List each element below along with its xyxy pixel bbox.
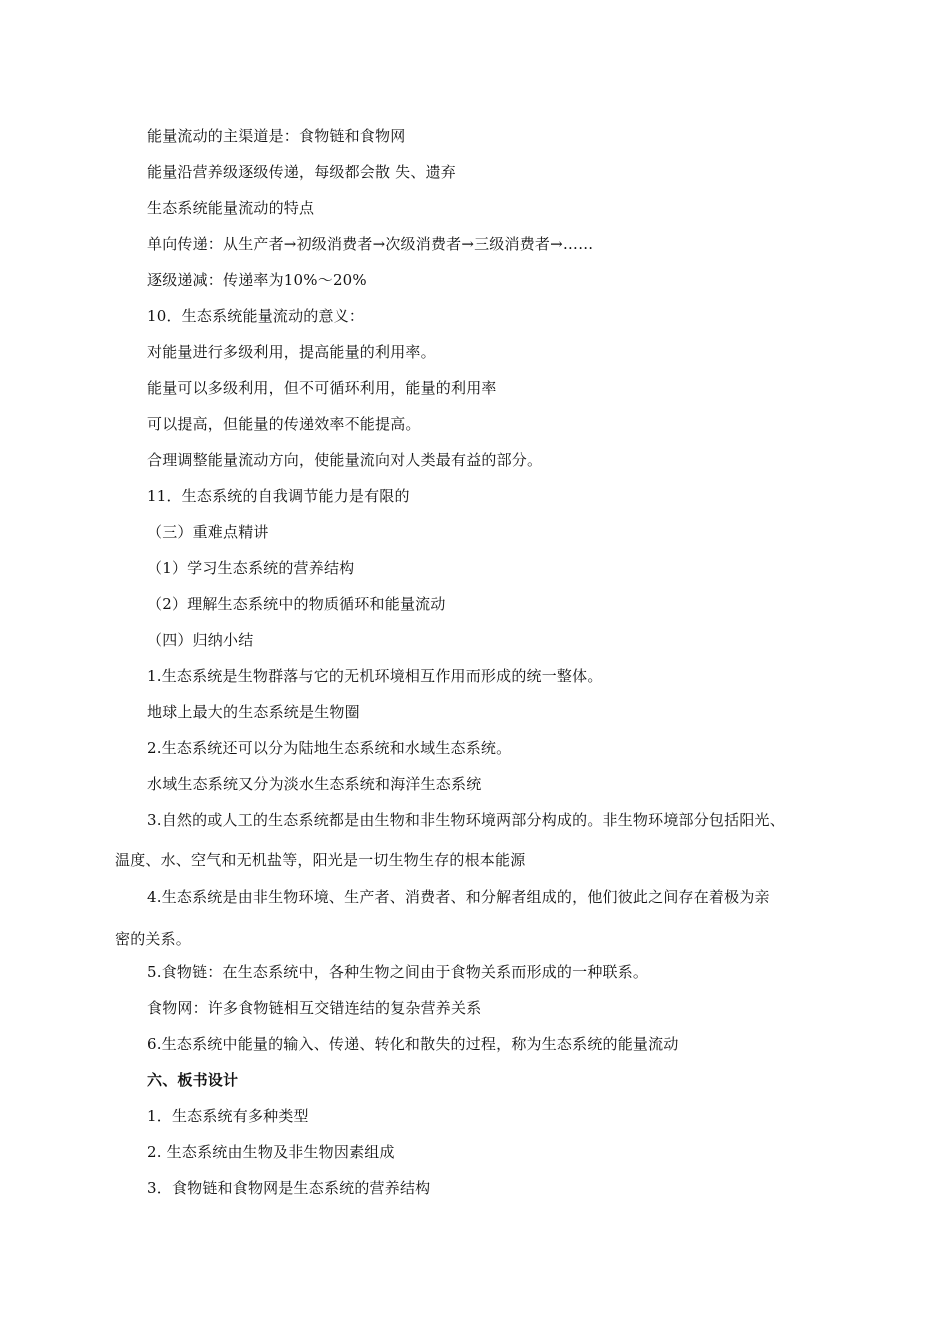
text-line: 合理调整能量流动方向，使能量流向对人类最有益的部分。 (147, 451, 543, 469)
text-line: 逐级递减：传递率为10%～20% (147, 271, 367, 289)
text-line: 能量可以多级利用，但不可循环利用，能量的利用率 (147, 379, 497, 397)
text-line: 1．生态系统有多种类型 (147, 1107, 309, 1125)
text-line: 温度、水、空气和无机盐等，阳光是一切生物生存的根本能源 (115, 851, 526, 869)
section-heading: （四）归纳小结 (147, 631, 254, 649)
text-line: 单向传递：从生产者→初级消费者→次级消费者→三级消费者→…… (147, 235, 594, 253)
text-line: 1.生态系统是生物群落与它的无机环境相互作用而形成的统一整体。 (147, 667, 603, 685)
text-line: （1）学习生态系统的营养结构 (147, 559, 355, 577)
section-heading: （三）重难点精讲 (147, 523, 269, 541)
text-line: 密的关系。 (115, 930, 192, 948)
section-heading: 六、板书设计 (147, 1071, 239, 1089)
text-line: 2.生态系统还可以分为陆地生态系统和水域生态系统。 (147, 739, 512, 757)
text-line: 11．生态系统的自我调节能力是有限的 (147, 487, 410, 505)
text-line: 能量流动的主渠道是：食物链和食物网 (147, 127, 406, 145)
text-line: 可以提高，但能量的传递效率不能提高。 (147, 415, 421, 433)
text-line: （2）理解生态系统中的物质循环和能量流动 (147, 595, 446, 613)
text-line: 5.食物链：在生态系统中，各种生物之间由于食物关系而形成的一种联系。 (147, 963, 649, 981)
text-line: 3.自然的或人工的生态系统都是由生物和非生物环境两部分构成的。非生物环境部分包括阳光、 (147, 811, 785, 829)
text-line: 食物网：许多食物链相互交错连结的复杂营养关系 (147, 999, 482, 1017)
text-line: 3．食物链和食物网是生态系统的营养结构 (147, 1179, 431, 1197)
text-line: 水域生态系统又分为淡水生态系统和海洋生态系统 (147, 775, 482, 793)
text-line: 2. 生态系统由生物及非生物因素组成 (147, 1143, 395, 1161)
text-line: 4.生态系统是由非生物环境、生产者、消费者、和分解者组成的，他们彼此之间存在着极为亲 (147, 888, 770, 906)
text-line: 10．生态系统能量流动的意义： (147, 307, 365, 325)
text-line: 生态系统能量流动的特点 (147, 199, 315, 217)
text-line: 地球上最大的生态系统是生物圈 (147, 703, 360, 721)
text-line: 6.生态系统中能量的输入、传递、转化和散失的过程，称为生态系统的能量流动 (147, 1035, 679, 1053)
text-line: 能量沿营养级逐级传递，每级都会散 失、遗弃 (147, 163, 456, 181)
text-line: 对能量进行多级利用，提高能量的利用率。 (147, 343, 436, 361)
